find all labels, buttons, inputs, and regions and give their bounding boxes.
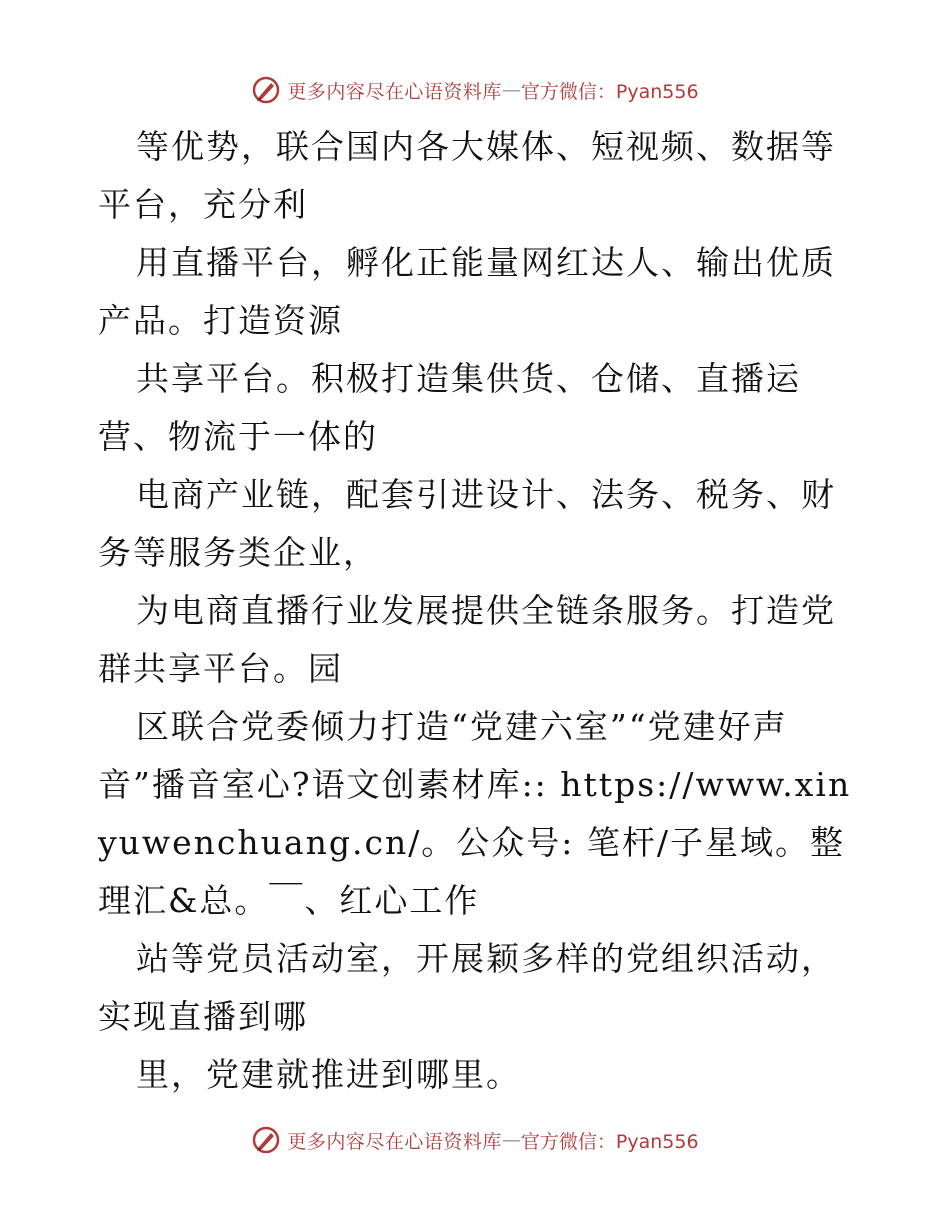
page-footer-banner <box>0 1120 950 1160</box>
paragraph-8: 里，党建就推进到哪里。 <box>136 1055 521 1094</box>
paragraph-4: 电商产业链，配套引进设计、法务、税务、财务等服务类企业， <box>98 475 836 572</box>
footer-separator: — <box>501 1129 521 1151</box>
paragraph-5: 为电商直播行业发展提供全链条服务。打造党群共享平台。园 <box>98 591 836 688</box>
document-body <box>98 118 858 1104</box>
paragraph-2: 用直播平台，孵化正能量网红达人、输出优质产品。打造资源 <box>98 243 836 340</box>
footer-contact: 官方微信：Pyan556 <box>520 1130 699 1153</box>
footer-site-text: 更多内容尽在心语资料库 <box>287 1130 502 1153</box>
paragraph-1: 等优势，联合国内各大媒体、短视频、数据等平台，充分利 <box>98 127 836 224</box>
header-separator: — <box>501 79 521 101</box>
pen-logo-icon <box>251 75 281 105</box>
paragraph-6: 区联合党委倾力打造“党建六室”“党建好声音”播音室心?语文创素材库:: https://www.xinyuwenchuang.cn/。公众号: 笔杆/子星域。整理汇&总。￣、红心工作 <box>98 707 852 920</box>
header-contact: 官方微信：Pyan556 <box>520 80 699 103</box>
pen-logo-icon <box>251 1125 281 1155</box>
paragraph-3: 共享平台。积极打造集供货、仓储、直播运营、物流于一体的 <box>98 359 801 456</box>
paragraph-7: 站等党员活动室，开展颖多样的党组织活动，实现直播到哪 <box>98 939 836 1036</box>
page-header-banner <box>0 70 950 110</box>
header-site-text: 更多内容尽在心语资料库 <box>287 80 502 103</box>
